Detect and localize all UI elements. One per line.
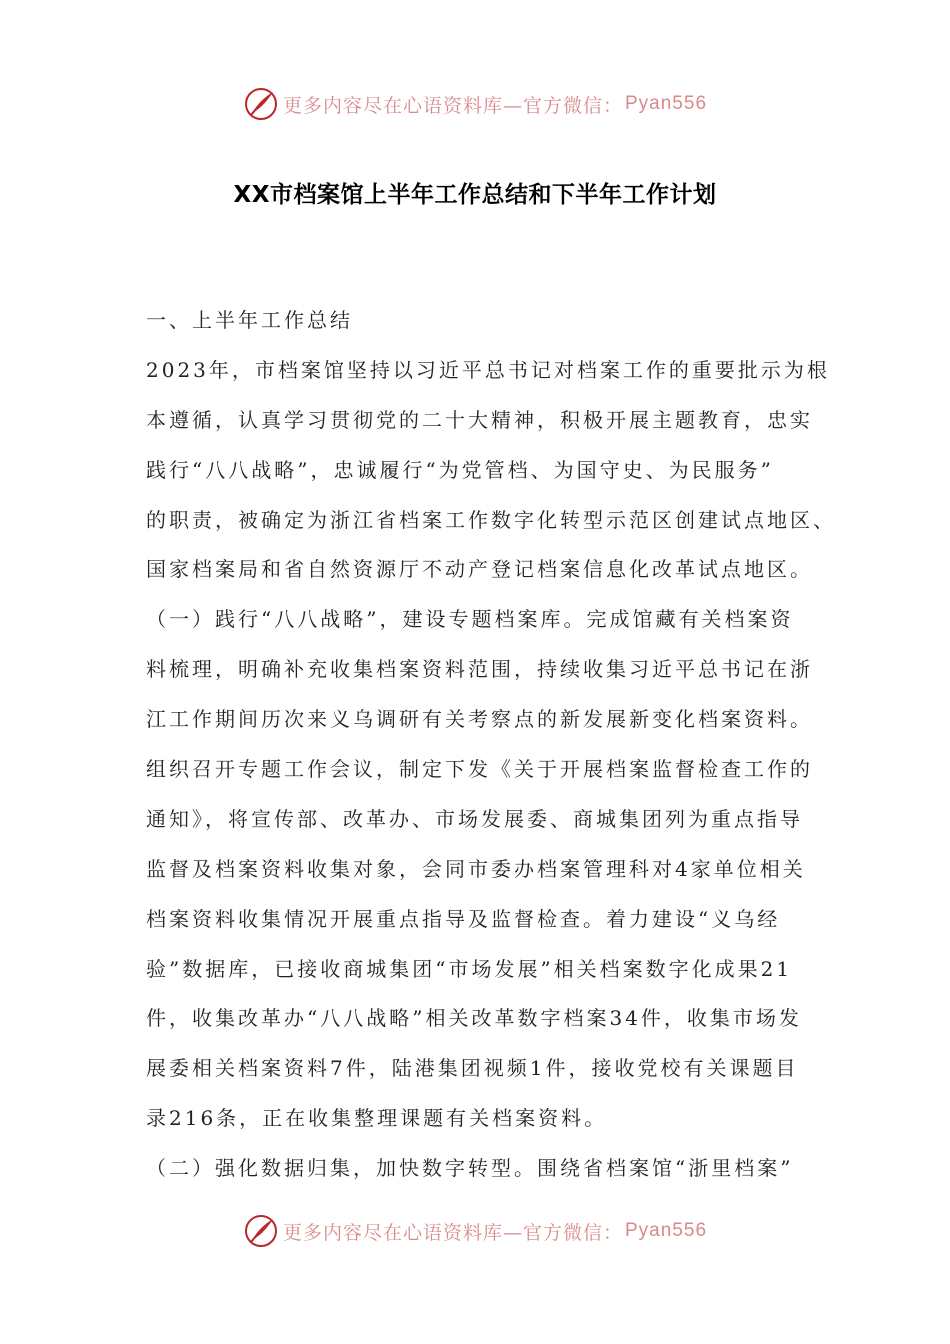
document-title: XX市档案馆上半年工作总结和下半年工作计划 [233,182,717,208]
quill-logo-icon [243,86,279,122]
watermark-wechat-id: Pyan556 [625,93,708,114]
section-heading: 一、上半年工作总结 [146,308,353,332]
text-line: 通知》，将宣传部、改革办、市场发展委、商城集团列为重点指导 [146,806,803,831]
document-body [146,296,836,1194]
text-line: 验”数据库，已接收商城集团“市场发展”相关档案数字化成果21 [146,956,793,981]
text-line: 展委相关档案资料7件，陆港集团视频1件，接收党校有关课题目 [146,1056,799,1081]
text-line: （一）践行“八八战略”，建设专题档案库。完成馆藏有关档案资 [146,607,794,632]
watermark-wechat-id: Pyan556 [625,1220,708,1241]
text-line: 件，收集改革办“八八战略”相关改革数字档案34件，收集市场发 [146,1006,802,1031]
text-line: 江工作期间历次来义乌调研有关考察点的新发展新变化档案资料。 [146,707,813,732]
text-line: 2023年，市档案馆坚持以习近平总书记对档案工作的重要批示为根 [146,357,830,382]
text-line: 国家档案局和省自然资源厅不动产登记档案信息化改革试点地区。 [146,557,813,582]
text-line: 录216条，正在收集整理课题有关档案资料。 [146,1106,608,1131]
watermark-text: 更多内容尽在心语资料库—官方微信： [282,1221,623,1244]
text-line: 监督及档案资料收集对象，会同市委办档案管理科对4家单位相关 [146,856,806,881]
text-line: 的职责，被确定为浙江省档案工作数字化转型示范区创建试点地区、 [146,507,836,532]
quill-logo-icon [243,1213,279,1249]
watermark-text: 更多内容尽在心语资料库—官方微信： [282,94,623,117]
watermark-header [0,84,950,124]
text-line: 践行“八八战略”，忠诚履行“为党管档、为国守史、为民服务” [146,457,774,482]
watermark-footer [0,1211,950,1251]
text-line: 料梳理，明确补充收集档案资料范围，持续收集习近平总书记在浙 [146,657,813,682]
text-line: 组织召开专题工作会议，制定下发《关于开展档案监督检查工作的 [146,757,813,782]
text-line: （二）强化数据归集，加快数字转型。围绕省档案馆“浙里档案” [146,1156,794,1181]
text-line: 本遵循，认真学习贯彻党的二十大精神，积极开展主题教育，忠实 [146,407,813,432]
text-line: 档案资料收集情况开展重点指导及监督检查。着力建设“义乌经 [146,906,781,931]
